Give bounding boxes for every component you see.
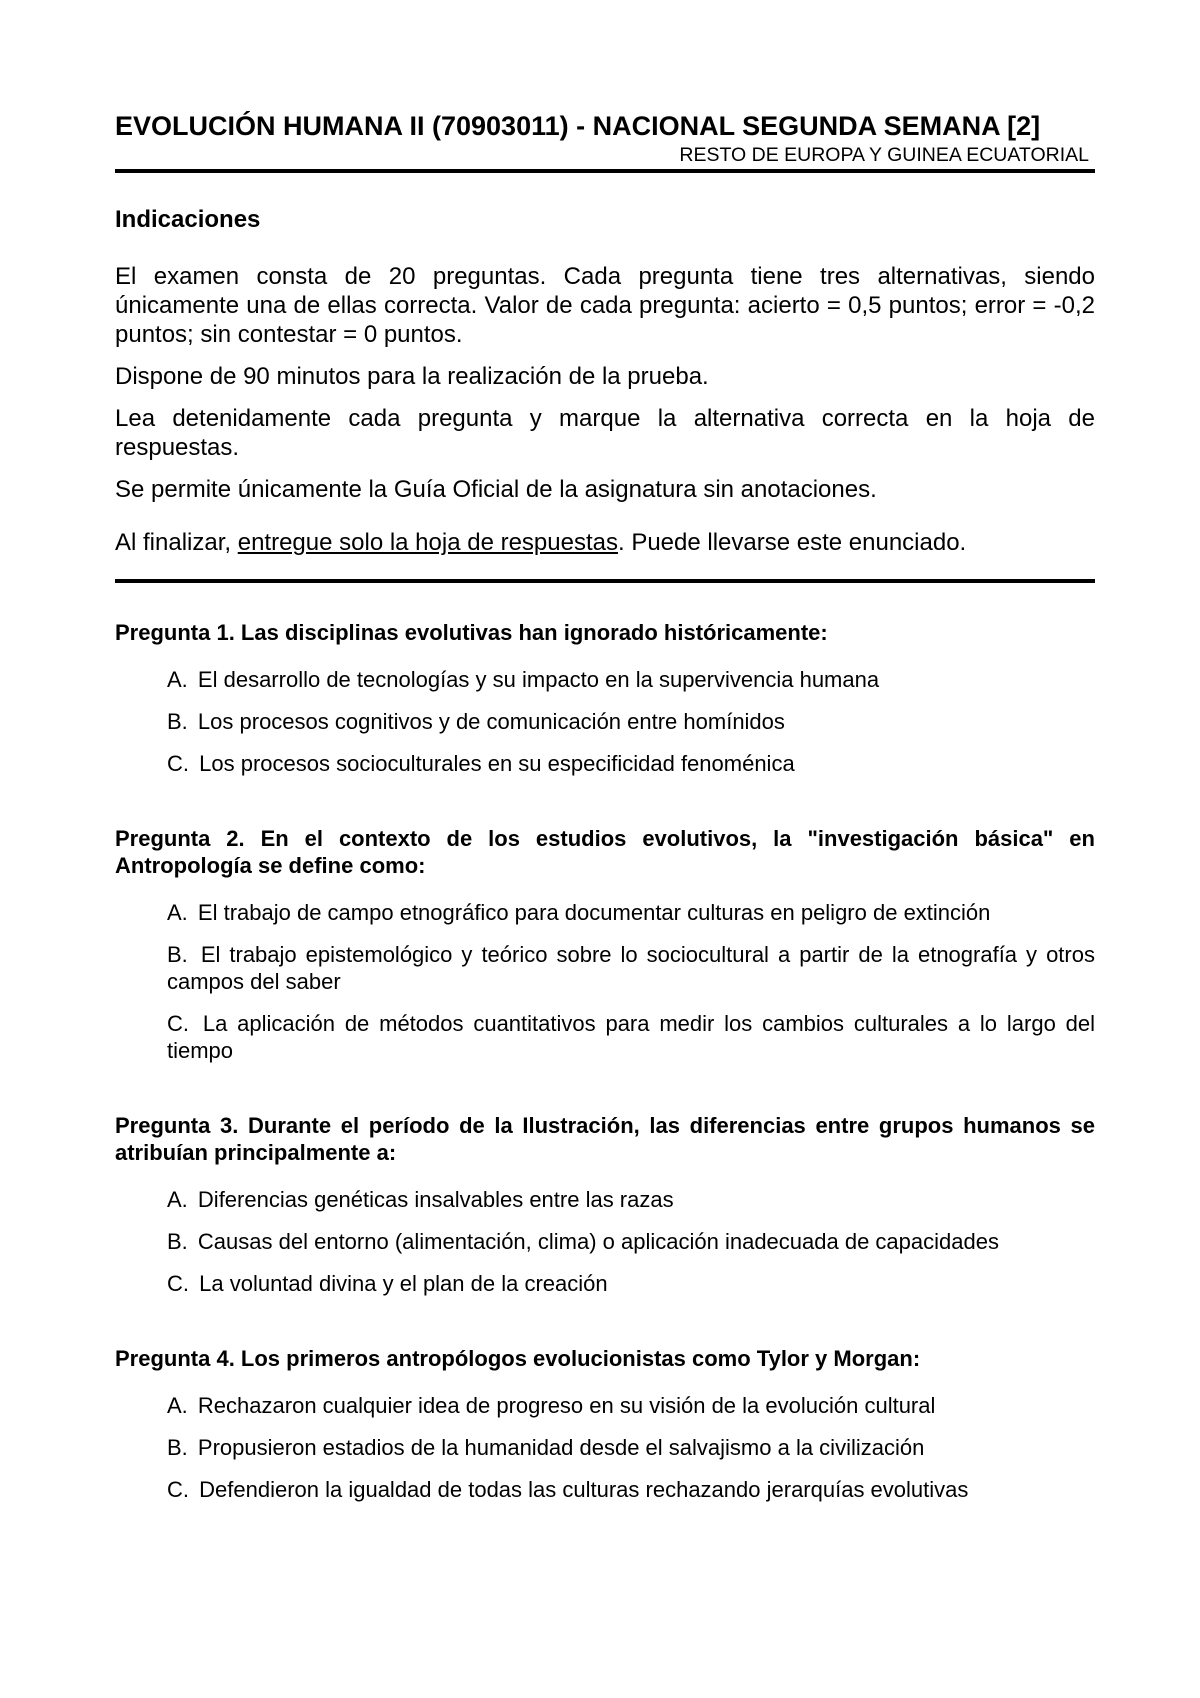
answer-option-c <box>115 1010 1095 1064</box>
option-letter: C. <box>167 751 189 776</box>
option-text: El trabajo epistemológico y teórico sobre lo sociocultural a partir de la etnografía y otros campos del saber <box>167 942 1095 994</box>
option-letter: A. <box>167 1187 188 1212</box>
instruction-5-underlined: entregue solo la hoja de respuestas <box>237 529 618 556</box>
answer-option-b <box>115 708 1095 735</box>
option-text: Defendieron la igualdad de todas las culturas rechazando jerarquías evolutivas <box>199 1477 969 1502</box>
option-letter: A. <box>167 667 188 692</box>
answer-option-a <box>115 899 1095 926</box>
option-text: Propusieron estadios de la humanidad desde el salvajismo a la civilización <box>197 1435 925 1460</box>
question-1 <box>115 619 1095 777</box>
option-letter: B. <box>167 1229 188 1254</box>
question-stem: Pregunta 3. Durante el período de la Ilustración, las diferencias entre grupos humanos se atribuían principalmente a: <box>115 1113 1095 1165</box>
option-letter: B. <box>167 1435 188 1460</box>
option-letter: C. <box>167 1011 189 1036</box>
question-stem: Pregunta 4. Los primeros antropólogos evolucionistas como Tylor y Morgan: <box>115 1346 921 1371</box>
option-letter: A. <box>167 900 188 925</box>
instruction-paragraph-1: El examen consta de 20 preguntas. Cada pregunta tiene tres alternativas, siendo únicamente una de ellas correcta. Valor de cada pregunta: acierto = 0,5 puntos; error = -0,2 puntos; sin contestar = 0 puntos. <box>115 263 1095 348</box>
instructions-divider <box>115 579 1095 583</box>
instruction-paragraph-5 <box>115 528 1095 557</box>
option-text: El trabajo de campo etnográfico para documentar culturas en peligro de extinción <box>197 900 991 925</box>
option-letter: C. <box>167 1477 189 1502</box>
option-letter: B. <box>167 942 188 967</box>
option-letter: A. <box>167 1393 188 1418</box>
option-text: Rechazaron cualquier idea de progreso en su visión de la evolución cultural <box>197 1393 936 1418</box>
exam-subtitle: RESTO DE EUROPA Y GUINEA ECUATORIAL <box>679 144 1089 166</box>
option-text: Los procesos socioculturales en su especificidad fenoménica <box>199 751 795 776</box>
exam-title: EVOLUCIÓN HUMANA II (70903011) - NACIONAL SEGUNDA SEMANA [2] <box>115 111 1041 141</box>
option-text: El desarrollo de tecnologías y su impacto en la supervivencia humana <box>197 667 880 692</box>
questions-list <box>115 619 1095 1503</box>
question-stem: Pregunta 2. En el contexto de los estudios evolutivos, la "investigación básica" en Antropología se define como: <box>115 826 1095 878</box>
answer-option-b <box>115 1228 1095 1255</box>
option-letter: C. <box>167 1271 189 1296</box>
answer-option-c <box>115 750 1095 777</box>
option-text: Causas del entorno (alimentación, clima) o aplicación inadecuada de capacidades <box>197 1229 999 1254</box>
option-text: Diferencias genéticas insalvables entre las razas <box>197 1187 674 1212</box>
option-text: La voluntad divina y el plan de la creación <box>199 1271 608 1296</box>
instruction-paragraph-2: Dispone de 90 minutos para la realización de la prueba. <box>115 363 709 390</box>
question-stem: Pregunta 1. Las disciplinas evolutivas han ignorado históricamente: <box>115 620 828 645</box>
question-3 <box>115 1112 1095 1297</box>
instruction-5-start: Al finalizar, <box>115 529 238 556</box>
instruction-paragraph-4: Se permite únicamente la Guía Oficial de la asignatura sin anotaciones. <box>115 476 877 503</box>
instruction-5-end: . Puede llevarse este enunciado. <box>617 529 967 556</box>
option-text: La aplicación de métodos cuantitativos para medir los cambios culturales a lo largo del tiempo <box>167 1011 1095 1063</box>
answer-option-c <box>115 1270 1095 1297</box>
option-letter: B. <box>167 709 188 734</box>
answer-option-a <box>115 666 1095 693</box>
question-2 <box>115 825 1095 1064</box>
question-4 <box>115 1345 1095 1503</box>
instructions-heading: Indicaciones <box>115 206 261 233</box>
instructions-block <box>115 262 1095 557</box>
answer-option-a <box>115 1186 1095 1213</box>
option-text: Los procesos cognitivos y de comunicación entre homínidos <box>197 709 785 734</box>
answer-option-a <box>115 1392 1095 1419</box>
answer-option-b <box>115 941 1095 995</box>
answer-option-b <box>115 1434 1095 1461</box>
answer-option-c <box>115 1476 1095 1503</box>
instruction-paragraph-3: Lea detenidamente cada pregunta y marque la alternativa correcta en la hoja de respuestas. <box>115 405 1095 461</box>
header-divider <box>115 169 1095 173</box>
